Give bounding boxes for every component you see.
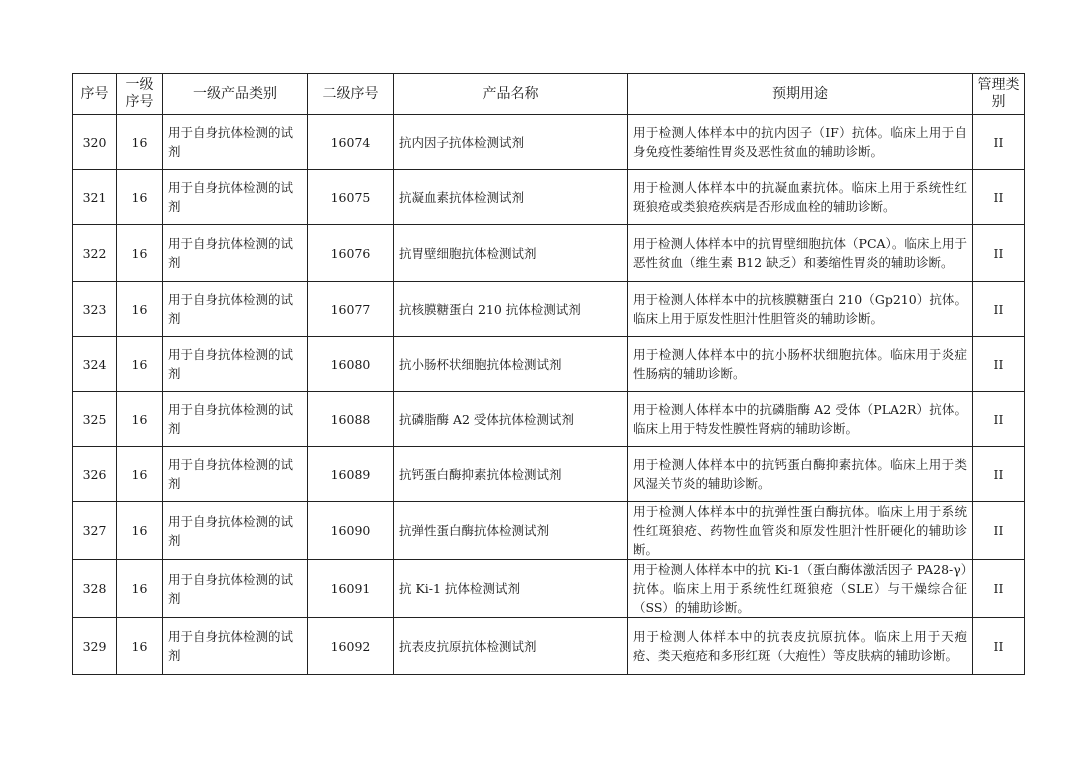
- table-row: [73, 392, 1025, 447]
- cell-first-category: 用于自身抗体检测的试剂: [163, 282, 308, 337]
- cell-product-name: 抗内因子抗体检测试剂: [394, 115, 628, 170]
- cell-seq: 320: [73, 115, 117, 170]
- cell-mgmt-class: II: [973, 392, 1025, 447]
- table-row: [73, 560, 1025, 618]
- table-row: [73, 115, 1025, 170]
- cell-intended-use: 用于检测人体样本中的抗磷脂酶 A2 受体（PLA2R）抗体。临床上用于特发性膜性肾病的辅助诊断。: [628, 392, 973, 447]
- cell-seq: 321: [73, 170, 117, 225]
- cell-second-seq: 16074: [308, 115, 394, 170]
- cell-second-seq: 16091: [308, 560, 394, 618]
- cell-product-name: 抗 Ki-1 抗体检测试剂: [394, 560, 628, 618]
- cell-first-seq: 16: [117, 560, 163, 618]
- cell-second-seq: 16092: [308, 618, 394, 675]
- cell-product-name: 抗胃壁细胞抗体检测试剂: [394, 225, 628, 282]
- cell-second-seq: 16076: [308, 225, 394, 282]
- cell-product-name: 抗核膜糖蛋白 210 抗体检测试剂: [394, 282, 628, 337]
- cell-second-seq: 16080: [308, 337, 394, 392]
- cell-intended-use: 用于检测人体样本中的抗内因子（IF）抗体。临床上用于自身免疫性萎缩性胃炎及恶性贫血的辅助诊断。: [628, 115, 973, 170]
- cell-intended-use: 用于检测人体样本中的抗胃壁细胞抗体（PCA）。临床上用于恶性贫血（维生素 B12 缺乏）和萎缩性胃炎的辅助诊断。: [628, 225, 973, 282]
- cell-first-category: 用于自身抗体检测的试剂: [163, 170, 308, 225]
- cell-first-seq: 16: [117, 447, 163, 502]
- cell-first-seq: 16: [117, 225, 163, 282]
- cell-first-category: 用于自身抗体检测的试剂: [163, 225, 308, 282]
- header-product-name: 产品名称: [394, 74, 628, 115]
- cell-first-category: 用于自身抗体检测的试剂: [163, 502, 308, 560]
- cell-intended-use: 用于检测人体样本中的抗表皮抗原抗体。临床上用于天疱疮、类天疱疮和多形红斑（大疱性）等皮肤病的辅助诊断。: [628, 618, 973, 675]
- cell-mgmt-class: II: [973, 115, 1025, 170]
- cell-intended-use: 用于检测人体样本中的抗凝血素抗体。临床上用于系统性红斑狼疮或类狼疮疾病是否形成血栓的辅助诊断。: [628, 170, 973, 225]
- cell-first-category: 用于自身抗体检测的试剂: [163, 115, 308, 170]
- cell-mgmt-class: II: [973, 447, 1025, 502]
- cell-seq: 326: [73, 447, 117, 502]
- cell-second-seq: 16075: [308, 170, 394, 225]
- header-row: [73, 74, 1025, 115]
- cell-intended-use: 用于检测人体样本中的抗核膜糖蛋白 210（Gp210）抗体。临床上用于原发性胆汁性胆管炎的辅助诊断。: [628, 282, 973, 337]
- header-first-category: 一级产品类别: [163, 74, 308, 115]
- cell-first-seq: 16: [117, 115, 163, 170]
- header-intended-use: 预期用途: [628, 74, 973, 115]
- cell-first-seq: 16: [117, 502, 163, 560]
- cell-mgmt-class: II: [973, 337, 1025, 392]
- cell-second-seq: 16088: [308, 392, 394, 447]
- cell-first-seq: 16: [117, 618, 163, 675]
- cell-seq: 325: [73, 392, 117, 447]
- cell-seq: 323: [73, 282, 117, 337]
- cell-seq: 324: [73, 337, 117, 392]
- cell-seq: 322: [73, 225, 117, 282]
- header-seq: 序号: [73, 74, 117, 115]
- cell-intended-use: 用于检测人体样本中的抗钙蛋白酶抑素抗体。临床上用于类风湿关节炎的辅助诊断。: [628, 447, 973, 502]
- table-row: [73, 502, 1025, 560]
- table-row: [73, 225, 1025, 282]
- table-row: [73, 447, 1025, 502]
- table-row: [73, 618, 1025, 675]
- cell-first-category: 用于自身抗体检测的试剂: [163, 618, 308, 675]
- cell-intended-use: 用于检测人体样本中的抗 Ki-1（蛋白酶体激活因子 PA28-γ）抗体。临床上用于系统性红斑狼疮（SLE）与干燥综合征（SS）的辅助诊断。: [628, 560, 973, 618]
- cell-mgmt-class: II: [973, 225, 1025, 282]
- table-row: [73, 337, 1025, 392]
- cell-mgmt-class: II: [973, 618, 1025, 675]
- cell-first-seq: 16: [117, 337, 163, 392]
- cell-first-category: 用于自身抗体检测的试剂: [163, 337, 308, 392]
- cell-second-seq: 16089: [308, 447, 394, 502]
- cell-mgmt-class: II: [973, 560, 1025, 618]
- cell-product-name: 抗弹性蛋白酶抗体检测试剂: [394, 502, 628, 560]
- product-catalog-table: [72, 73, 1025, 675]
- cell-product-name: 抗钙蛋白酶抑素抗体检测试剂: [394, 447, 628, 502]
- cell-seq: 327: [73, 502, 117, 560]
- cell-mgmt-class: II: [973, 282, 1025, 337]
- table-row: [73, 282, 1025, 337]
- cell-product-name: 抗磷脂酶 A2 受体抗体检测试剂: [394, 392, 628, 447]
- cell-seq: 328: [73, 560, 117, 618]
- cell-first-seq: 16: [117, 170, 163, 225]
- cell-first-category: 用于自身抗体检测的试剂: [163, 447, 308, 502]
- cell-product-name: 抗凝血素抗体检测试剂: [394, 170, 628, 225]
- header-second-seq: 二级序号: [308, 74, 394, 115]
- cell-first-category: 用于自身抗体检测的试剂: [163, 560, 308, 618]
- header-mgmt-class: 管理类别: [973, 74, 1025, 115]
- cell-intended-use: 用于检测人体样本中的抗弹性蛋白酶抗体。临床上用于系统性红斑狼疮、药物性血管炎和原发性胆汁性肝硬化的辅助诊断。: [628, 502, 973, 560]
- cell-first-seq: 16: [117, 282, 163, 337]
- cell-product-name: 抗表皮抗原抗体检测试剂: [394, 618, 628, 675]
- cell-second-seq: 16077: [308, 282, 394, 337]
- cell-product-name: 抗小肠杯状细胞抗体检测试剂: [394, 337, 628, 392]
- cell-first-category: 用于自身抗体检测的试剂: [163, 392, 308, 447]
- cell-mgmt-class: II: [973, 502, 1025, 560]
- cell-intended-use: 用于检测人体样本中的抗小肠杯状细胞抗体。临床用于炎症性肠病的辅助诊断。: [628, 337, 973, 392]
- cell-second-seq: 16090: [308, 502, 394, 560]
- table-row: [73, 170, 1025, 225]
- cell-mgmt-class: II: [973, 170, 1025, 225]
- cell-seq: 329: [73, 618, 117, 675]
- header-first-seq: 一级序号: [117, 74, 163, 115]
- cell-first-seq: 16: [117, 392, 163, 447]
